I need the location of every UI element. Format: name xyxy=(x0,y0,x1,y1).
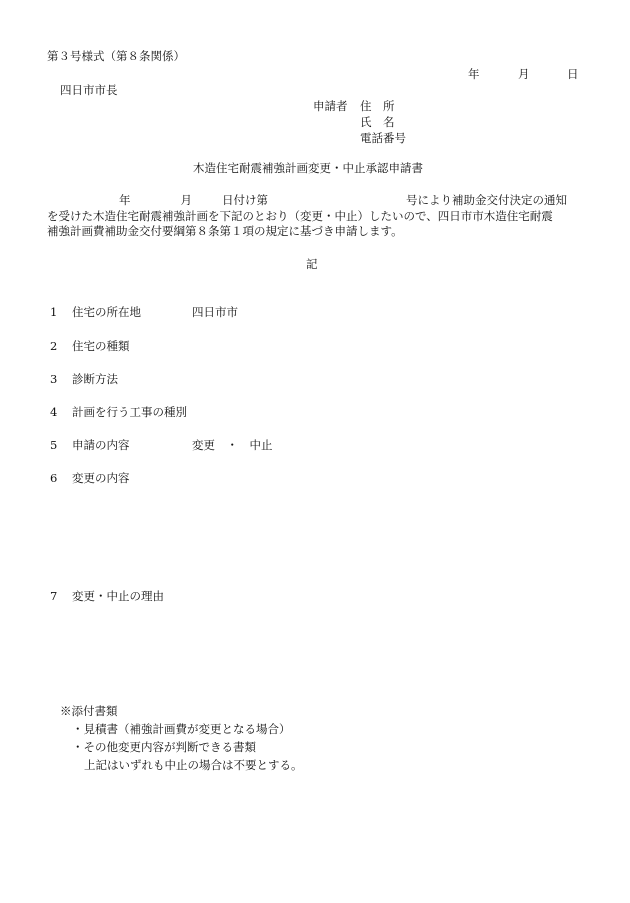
item-reason xyxy=(50,589,164,605)
item-number: 6 xyxy=(50,471,58,485)
body-line-3: 補強計画費補助金交付要綱第８条第１項の規定に基づき申請します。 xyxy=(47,224,403,239)
item-location xyxy=(50,305,238,321)
addressee: 四日市市長 xyxy=(60,83,118,97)
item-number: 1 xyxy=(50,305,58,319)
body-line1-tail: 号により補助金交付決定の通知 xyxy=(406,193,567,207)
item-change-content xyxy=(50,471,130,487)
item-number: 2 xyxy=(50,339,58,353)
item-number: 7 xyxy=(50,589,58,603)
attachments-heading: ※添付書類 xyxy=(60,704,118,718)
item-label: 診断方法 xyxy=(72,372,118,386)
attachments-note: 上記はいずれも中止の場合は不要とする。 xyxy=(84,758,303,772)
date-year: 年 xyxy=(468,67,480,81)
body-dated-no: 日付け第 xyxy=(222,193,268,207)
item-application-content xyxy=(50,438,273,454)
item-number: 5 xyxy=(50,438,58,452)
date-month: 月 xyxy=(518,67,530,81)
ki-heading: 記 xyxy=(306,257,318,271)
item-work-type xyxy=(50,405,187,421)
date-day: 日 xyxy=(567,67,579,81)
applicant-name-label: 氏 名 xyxy=(360,115,395,129)
item-value: 四日市市 xyxy=(192,305,238,319)
applicant-phone-label: 電話番号 xyxy=(360,131,406,145)
applicant-address-label: 住 所 xyxy=(360,99,395,113)
body-line-2: を受けた木造住宅耐震補強計画を下記のとおり（変更・中止）したいので、四日市市木造住宅耐震 xyxy=(47,208,553,223)
item-label: 変更・中止の理由 xyxy=(72,589,164,603)
attachment-item: ・見積書（補強計画費が変更となる場合） xyxy=(72,722,291,736)
body-paragraph xyxy=(47,193,582,240)
item-label: 申請の内容 xyxy=(72,438,130,452)
item-number: 3 xyxy=(50,372,58,386)
item-label: 住宅の種類 xyxy=(72,339,130,353)
form-number: 第３号様式（第８条関係） xyxy=(47,49,185,63)
body-month: 月 xyxy=(180,193,192,207)
item-label: 変更の内容 xyxy=(72,471,130,485)
item-value: 変更 ・ 中止 xyxy=(192,438,273,452)
item-diagnosis-method xyxy=(50,372,118,388)
item-number: 4 xyxy=(50,405,58,419)
body-year: 年 xyxy=(119,193,131,207)
item-house-type xyxy=(50,339,130,355)
item-label: 計画を行う工事の種別 xyxy=(72,405,187,419)
item-label: 住宅の所在地 xyxy=(72,305,141,319)
attachment-item: ・その他変更内容が判断できる書類 xyxy=(72,740,256,754)
document-title: 木造住宅耐震補強計画変更・中止承認申請書 xyxy=(193,161,423,175)
applicant-label: 申請者 xyxy=(313,99,348,113)
body-line-1 xyxy=(47,193,582,209)
